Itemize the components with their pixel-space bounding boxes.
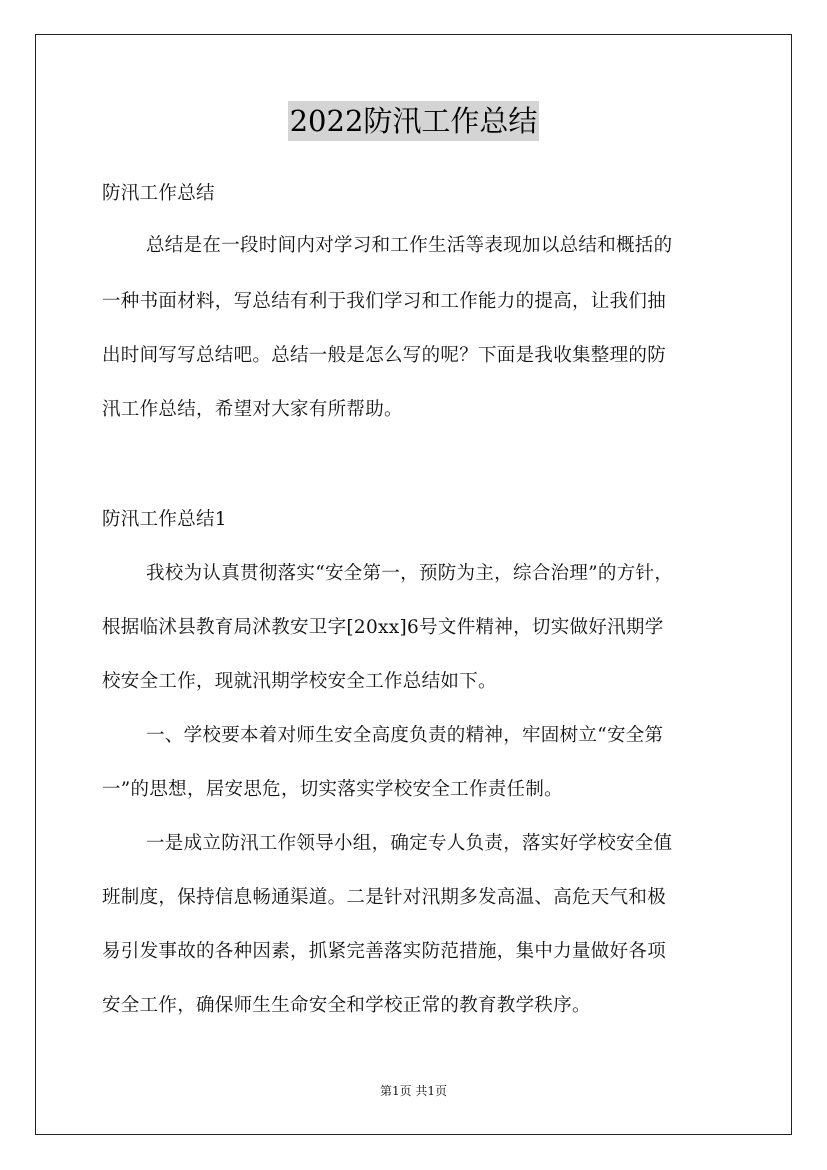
section-line-1: 我校为认真贯彻落实“安全第一，预防为主，综合治理”的方针， — [146, 563, 674, 584]
document-title: 2022防汛工作总结 — [288, 101, 540, 141]
section-line-7: 班制度，保持信息畅通渠道。二是针对汛期多发高温、高危天气和极 — [102, 887, 667, 908]
page-footer: 第1页 共1页 — [379, 1084, 448, 1098]
subtitle: 防汛工作总结 — [102, 183, 215, 204]
section-line-3: 校安全工作，现就汛期学校安全工作总结如下。 — [102, 671, 497, 692]
section-line-5: 一”的思想，居安思危，切实落实学校安全工作责任制。 — [102, 779, 563, 800]
intro-line-2: 一种书面材料，写总结有利于我们学习和工作能力的提高，让我们抽 — [102, 291, 667, 312]
title-container — [0, 101, 827, 141]
intro-line-3: 出时间写写总结吧。总结一般是怎么写的呢？下面是我收集整理的防 — [102, 345, 667, 366]
section-line-8: 易引发事故的各种因素，抓紧完善落实防范措施，集中力量做好各项 — [102, 941, 667, 962]
section-heading: 防汛工作总结1 — [102, 509, 227, 530]
section-line-6: 一是成立防汛工作领导小组，确定专人负责，落实好学校安全值 — [146, 833, 673, 854]
section-line-4: 一、学校要本着对师生安全高度负责的精神，牢固树立“安全第 — [146, 725, 664, 746]
section-line-9: 安全工作，确保师生生命安全和学校正常的教育教学秩序。 — [102, 995, 591, 1016]
intro-line-1: 总结是在一段时间内对学习和工作生活等表现加以总结和概括的 — [146, 235, 673, 256]
section-line-2: 根据临沭县教育局沭教安卫字[20xx]6号文件精神，切实做好汛期学 — [102, 617, 664, 638]
intro-line-4: 汛工作总结，希望对大家有所帮助。 — [102, 399, 403, 420]
